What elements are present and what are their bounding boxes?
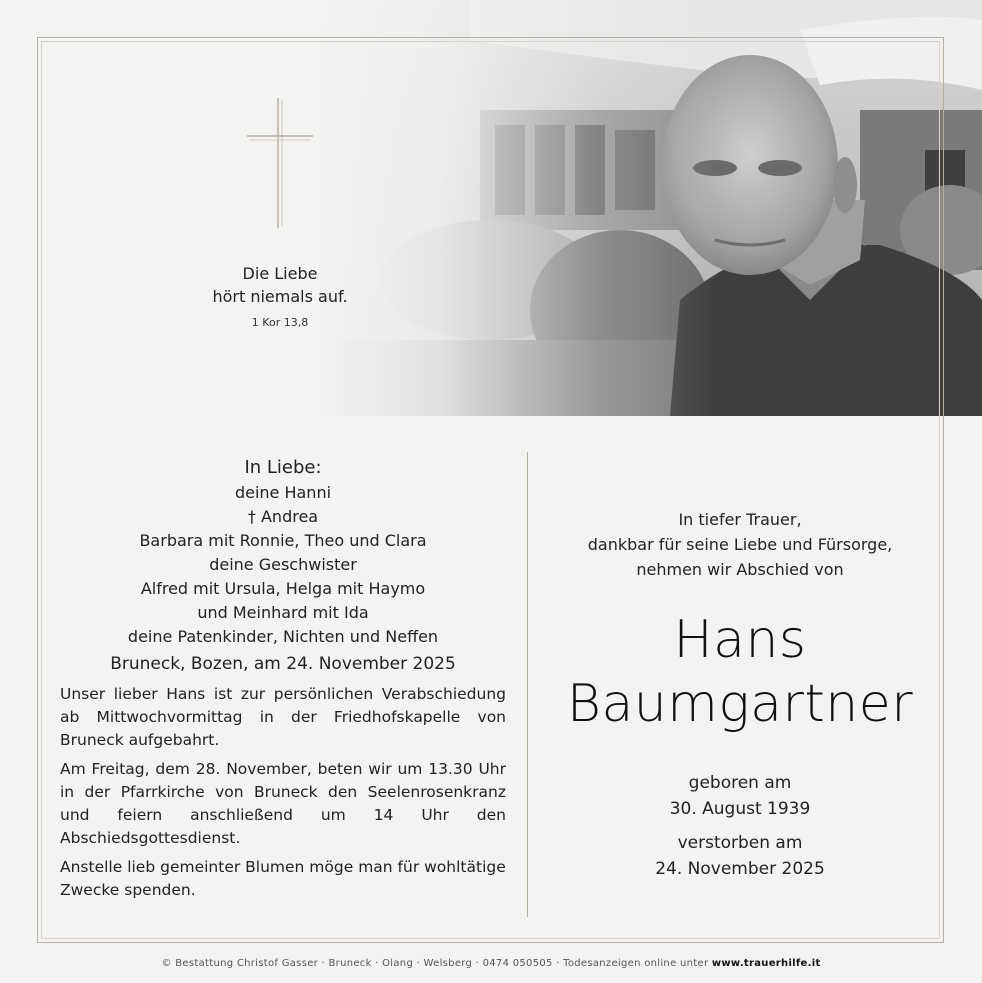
born-date: 30. August 1939 [669,799,811,819]
mourner-line: Alfred mit Ursula, Helga mit Haymo [140,579,426,598]
column-divider [527,452,528,917]
bible-quote [180,262,380,329]
mourners-list [60,455,506,677]
paragraph-service: Am Freitag, dem 28. November, beten wir um 13.30 Uhr in der Pfarrkirche von Bruneck den Seelenrosenkranz und feiern anschließend um 14 Uhr den Abschiedsgottesdienst. [60,760,506,847]
mourners-lead: In Liebe: [244,457,322,478]
footer-text: © Bestattung Christof Gasser · Bruneck · Olang · Welsberg · 0474 050505 · Todesanzeigen online unter [161,958,712,969]
paragraph-viewing: Unser lieber Hans ist zur persönlichen Verabschiedung ab Mittwochvormittag in der Friedhofskapelle von Bruneck aufgebahrt. [60,685,506,749]
paragraph-donation: Anstelle lieb gemeinter Blumen möge man für wohltätige Zwecke spenden. [60,858,506,899]
intro-line: dankbar für seine Liebe und Fürsorge, [587,535,893,554]
died-label: verstorben am [677,833,803,853]
mourner-line: deine Geschwister [209,555,357,574]
mourner-line: deine Hanni [234,483,332,502]
cross-icon [247,98,313,228]
mourners-column [60,455,506,902]
mourner-line: deine Patenkinder, Nichten und Neffen [127,627,439,646]
born-label: geboren am [688,773,792,793]
announcement-column [545,507,935,882]
footer [0,958,982,969]
intro-line: nehmen wir Abschied von [636,560,844,579]
mourner-line: und Meinhard mit Ida [197,603,369,622]
intro-line: In tiefer Trauer, [678,510,802,529]
mourner-line: † Andrea [247,507,319,526]
quote-line-2: hört niemals auf. [212,287,348,306]
quote-line-1: Die Liebe [242,264,318,283]
last-name: Baumgartner [566,674,914,734]
announcement-intro [545,507,935,582]
deceased-name [545,608,935,736]
quote-reference: 1 Kor 13,8 [251,316,309,329]
mourner-line: Barbara mit Ronnie, Theo und Clara [139,531,427,550]
first-name: Hans [673,610,807,670]
died-date: 24. November 2025 [655,859,825,879]
footer-url[interactable]: www.trauerhilfe.it [711,958,821,969]
life-dates [545,770,935,882]
place-date: Bruneck, Bozen, am 24. November 2025 [110,654,456,674]
